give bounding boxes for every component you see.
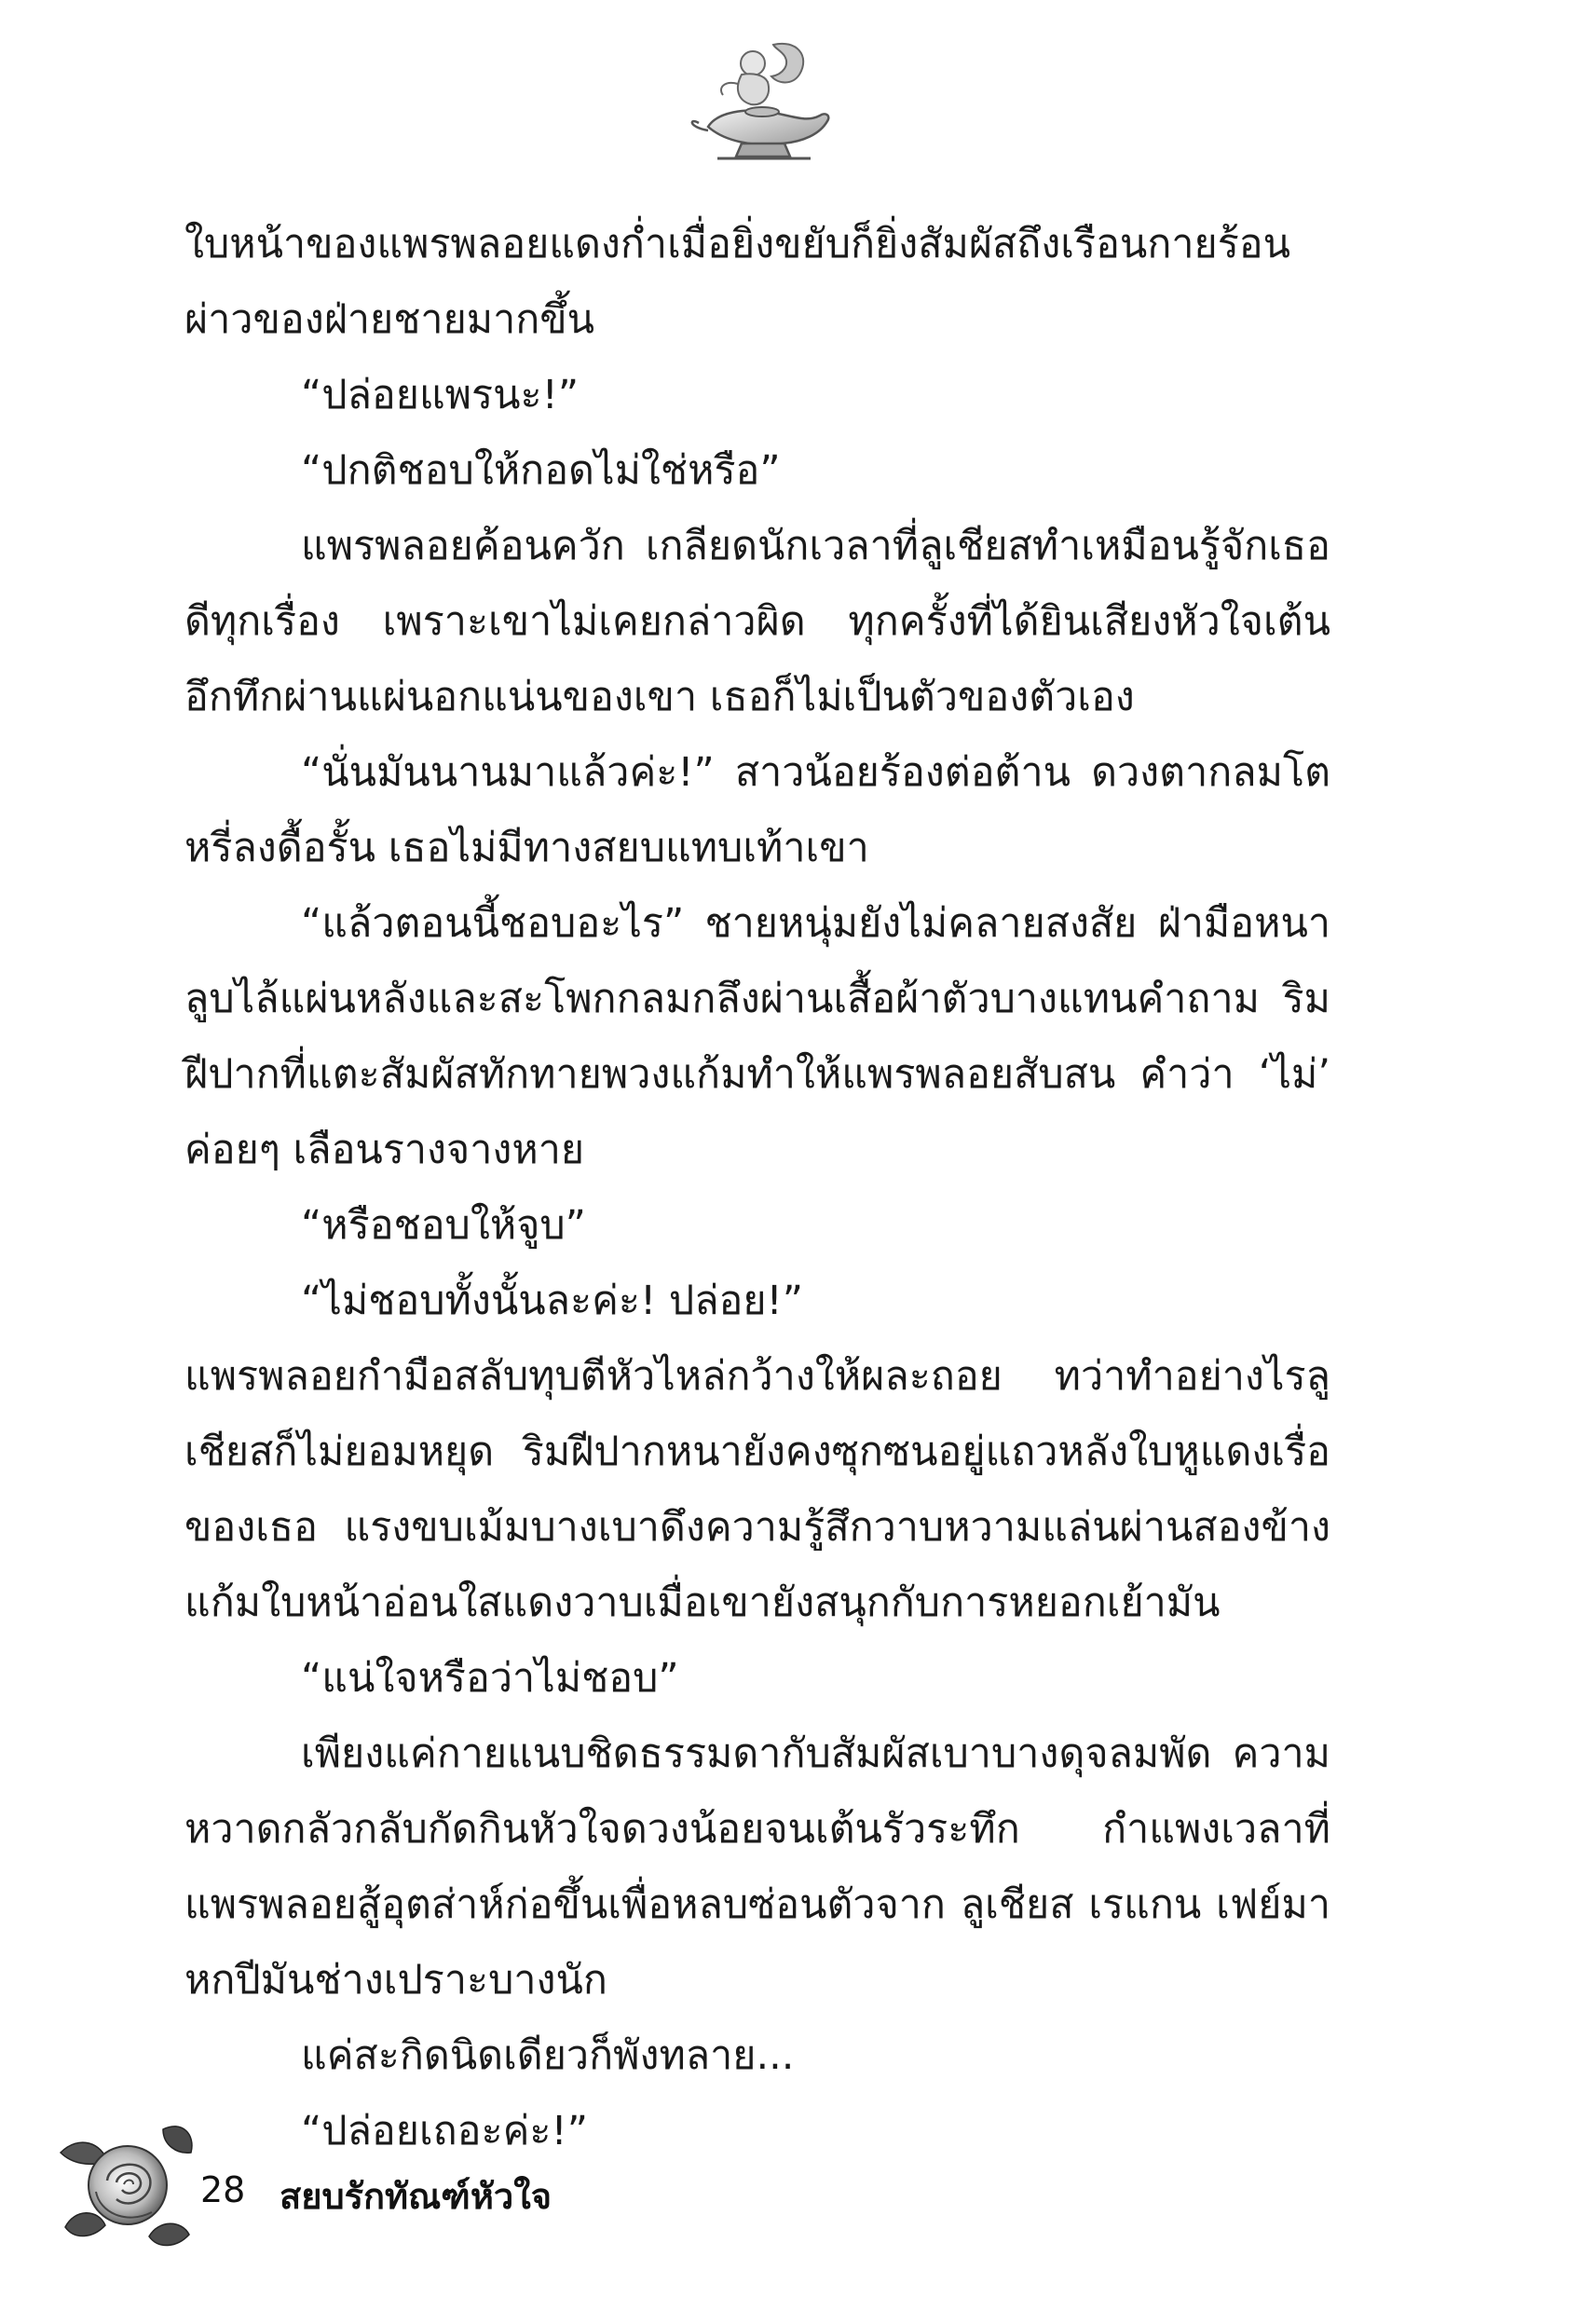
cupid-lamp-ornament-icon [680, 37, 839, 168]
paragraph: เพียงแค่กายแนบชิดธรรมดากับสัมผัสเบาบางดุจลมพัด ความหวาดกลัวกลับกัดกินหัวใจดวงน้อยจนเต้นรัวระทึก กำแพงเวลาที่แพรพลอยสู้อุตส่าห์ก่อขึ้นเพื่อหลบซ่อนตัวจาก ลูเชียส เรแกน เฟย์มาหกปีมันช่างเปราะบางนัก [184, 1730, 1330, 2003]
body-text [184, 207, 1330, 2169]
paragraph: “ปกติชอบให้กอดไม่ใช่หรือ” [301, 447, 781, 494]
rose-icon [51, 2115, 200, 2255]
paragraph: “นั่นมันนานมาแล้วค่ะ!” สาวน้อยร้องต่อต้าน ดวงตากลมโตหรี่ลงดื้อรั้น เธอไม่มีทางสยบแทบเท้าเขา [184, 749, 1330, 871]
paragraph: “หรือชอบให้จูบ” [301, 1202, 586, 1249]
paragraph: แพรพลอยค้อนควัก เกลียดนักเวลาที่ลูเชียสทำเหมือนรู้จักเธอดีทุกเรื่อง เพราะเขาไม่เคยกล่าวผิด ทุกครั้งที่ได้ยินเสียงหัวใจเต้นอึกทึกผ่านแผ่นอกแน่นของเขา เธอก็ไม่เป็นตัวของตัวเอง [184, 523, 1330, 720]
paragraph: “ไม่ชอบทั้งนั้นละค่ะ! ปล่อย!” [301, 1278, 804, 1324]
paragraph: “แล้วตอนนี้ชอบอะไร” ชายหนุ่มยังไม่คลายสงสัย ฝ่ามือหนาลูบไล้แผ่นหลังและสะโพกกลมกลึงผ่านเสื้อผ้าตัวบางแทนคำถาม ริมฝีปากที่แตะสัมผัสทักทายพวงแก้มทำให้แพรพลอยสับสน คำว่า ‘ไม่’ ค่อยๆ เลือนรางจางหาย [184, 900, 1330, 1173]
paragraph: แค่สะกิดนิดเดียวก็พังทลาย... [301, 2032, 795, 2079]
paragraph: “ปล่อยแพรนะ!” [301, 372, 580, 418]
page-number: 28 [200, 2169, 246, 2210]
book-title: สยบรักทัณฑ์หัวใจ [280, 2176, 552, 2217]
paragraph: ใบหน้าของแพรพลอยแดงก่ำเมื่อยิ่งขยับก็ยิ่งสัมผัสถึงเรือนกายร้อนผ่าวของฝ่ายชายมากขึ้น [184, 221, 1291, 343]
paragraph: แพรพลอยกำมือสลับทุบตีหัวไหล่กว้างให้ผละถอย ทว่าทำอย่างไรลูเชียสก็ไม่ยอมหยุด ริมฝีปากหนายังคงซุกซนอยู่แถวหลังใบหูแดงเรื่อของเธอ แรงขบเม้มบางเบาดึงความรู้สึกวาบหวามแล่นผ่านสองข้างแก้มใบหน้าอ่อนใสแดงวาบเมื่อเขายังสนุกกับการหยอกเย้ามัน [184, 1353, 1330, 1626]
page-footer [51, 2115, 890, 2255]
paragraph: “ปล่อยเถอะค่ะ!” [301, 2108, 588, 2154]
paragraph: “แน่ใจหรือว่าไม่ชอบ” [301, 1655, 679, 1702]
